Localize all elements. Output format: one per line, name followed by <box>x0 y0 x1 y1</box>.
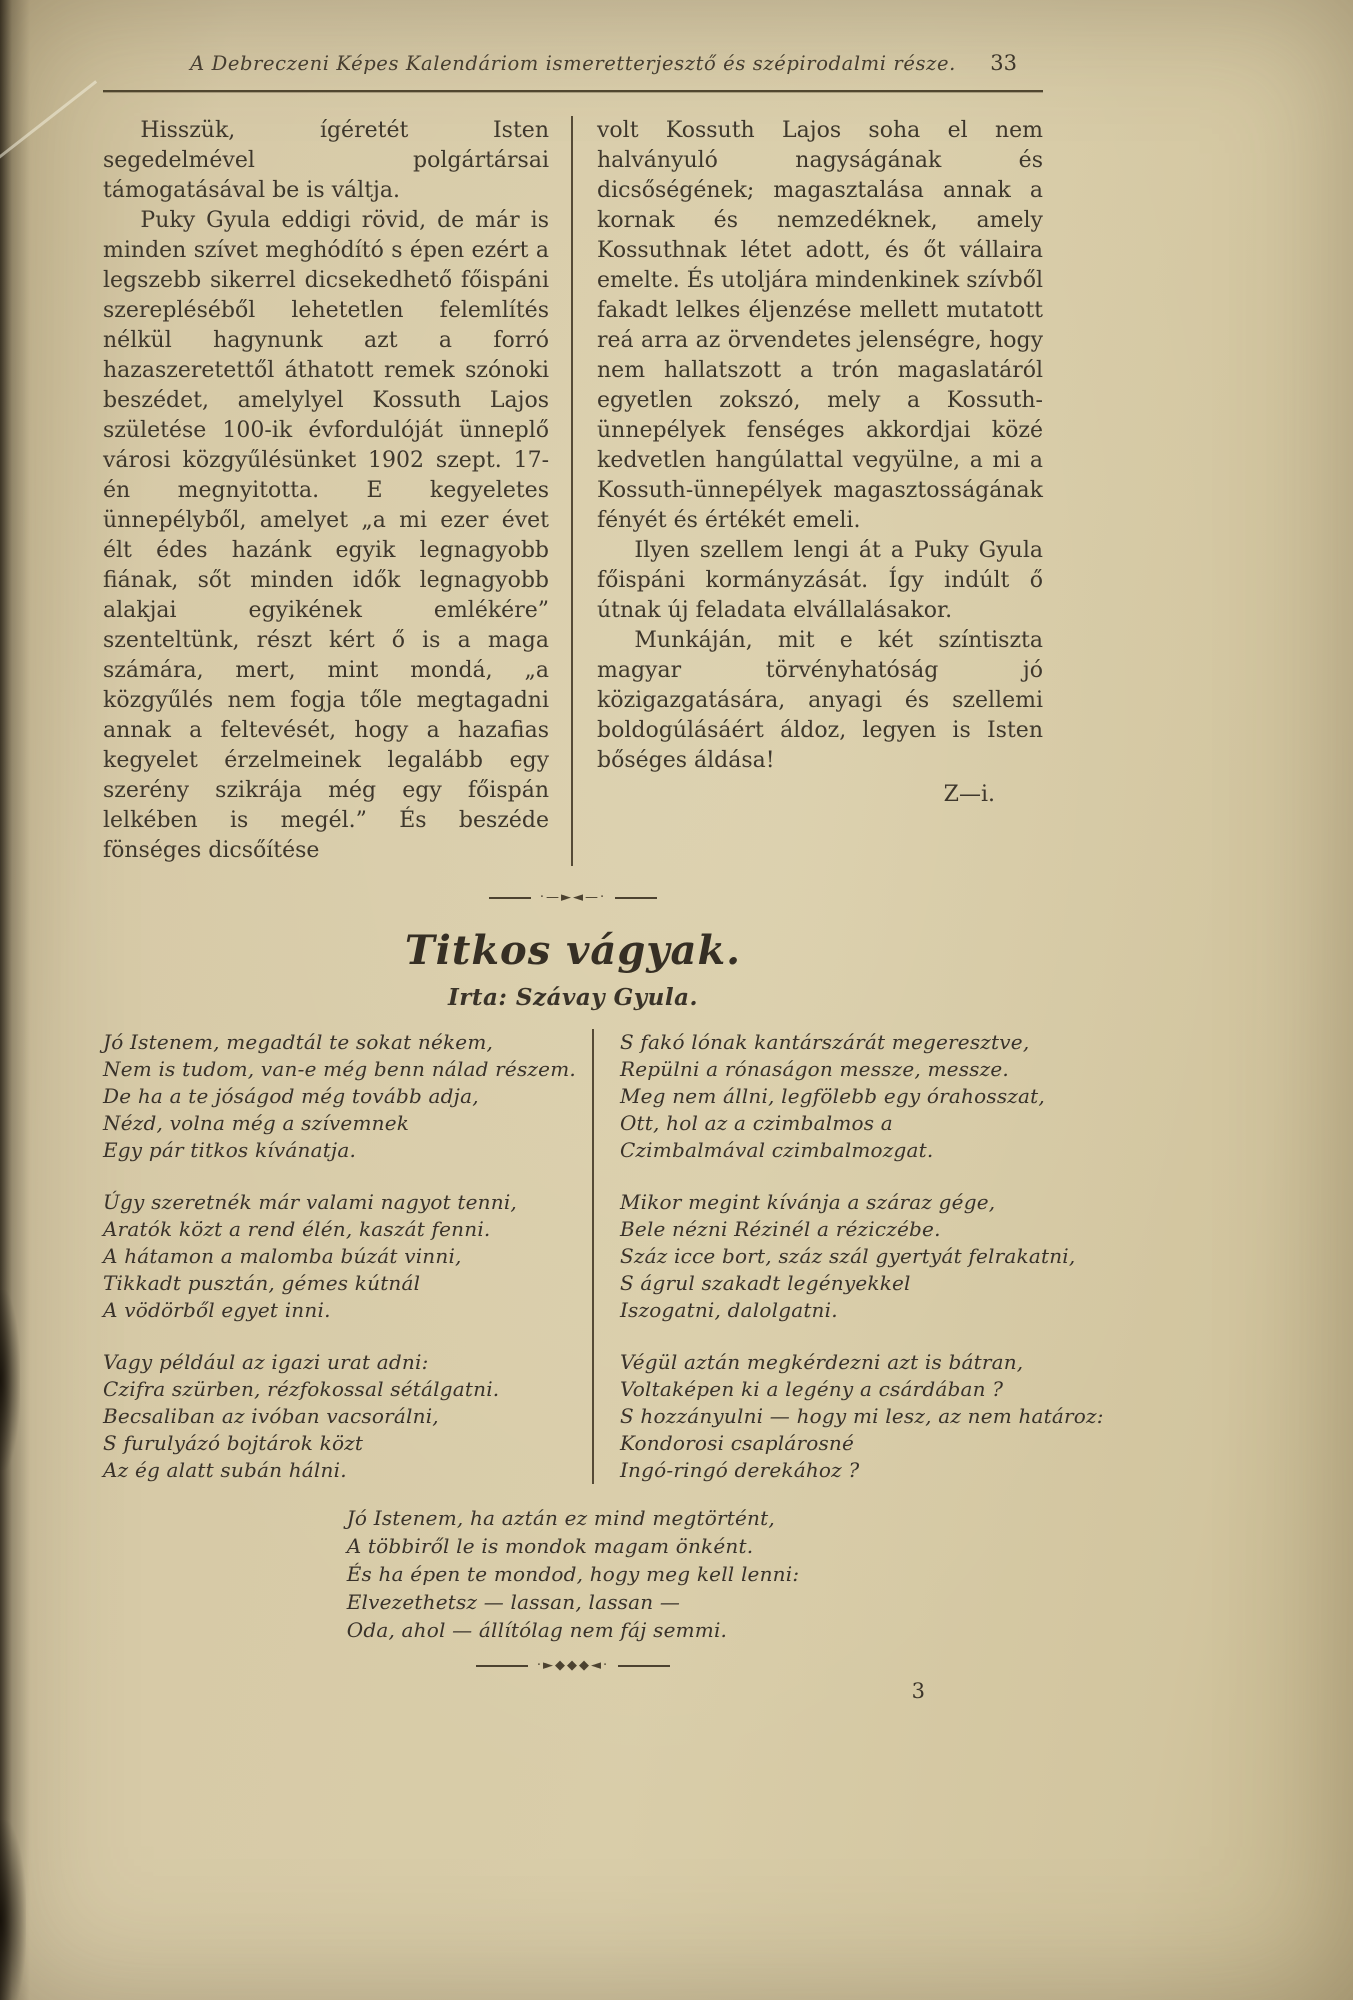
poem-line: Úgy szeretnék már valami nagyot tenni, <box>103 1190 517 1214</box>
diamond-arrow-icon: ·—►◄—· <box>539 890 607 905</box>
poem-title: Titkos vágyak. <box>404 927 742 974</box>
poem-line: Kondorosi csaplárosné <box>619 1431 855 1455</box>
stanza <box>103 1029 576 1164</box>
paragraph: Ilyen szellem lengi át a Puky Gyula főispáni kormányzását. Így indúlt ő útnak új feladata elvállalásakor. <box>597 538 1043 623</box>
poem-line: Jó Istenem, ha aztán ez mind megtörtént, <box>346 1506 775 1530</box>
poem-line: A vödörből egyet inni. <box>103 1298 331 1322</box>
poem-line: S hozzányulni — hogy mi lesz, az nem határoz: <box>619 1404 1104 1428</box>
stanza <box>620 1349 1104 1484</box>
article-signature: Z—i. <box>943 782 995 807</box>
paragraph: Hisszük, ígéretét Isten segedelmével polgártársai támogatásával be is váltja. <box>103 118 549 203</box>
poem-final-stanza <box>103 1504 1043 1644</box>
poem-line: Nézd, volna még a szívemnek <box>103 1111 410 1135</box>
stanza <box>620 1189 1104 1324</box>
poem-section <box>103 1029 1104 1484</box>
poem-line: És ha épen te mondod, hogy meg kell lenni: <box>346 1562 800 1586</box>
stanza <box>347 1504 800 1644</box>
divider-line <box>489 897 531 899</box>
stanza <box>103 1349 576 1484</box>
divider-line <box>615 897 657 899</box>
poem-line: Oda, ahol — állítólag nem fáj semmi. <box>346 1618 728 1642</box>
page-content <box>103 50 1104 1703</box>
article-left-column <box>103 116 571 866</box>
poem-left-column <box>103 1029 592 1484</box>
poem-line: S ágrul szakadt legényekkel <box>619 1271 911 1295</box>
article-section <box>103 116 1043 866</box>
divider-line <box>618 1665 670 1667</box>
stanza <box>103 1189 576 1324</box>
poem-byline: Irta: Szávay Gyula. <box>448 984 698 1011</box>
article-left-paragraphs <box>103 116 549 866</box>
poem-final-column <box>347 1504 800 1644</box>
article-right-column <box>571 116 1043 866</box>
poem-line: Repülni a rónaságon messze, messze. <box>619 1057 1009 1081</box>
paragraph: volt Kossuth Lajos soha el nem halványuló nagyságának és dicsőségének; magasztalása annak a kornak és nemzedéknek, amely Kossuthnak létet adott, és őt vállaira emelte. És utoljára mindenkinek szívből fakadt lelkes éljenzése mellett mutatott reá arra az örvendetes jelenségre, hogy nem hallatszott a trón magaslatáról egyetlen zokszó, mely a Kossuth-ünnepélyek fenséges akkordjai közé kedvetlen hangúlattal vegyülne, a mi a Kossuth-ünnepélyek magasztosságának fényét és értékét emeli. <box>597 118 1043 533</box>
poem-line: Iszogatni, dalolgatni. <box>619 1298 838 1322</box>
paragraph: Puky Gyula eddigi rövid, de már is minden szívet meghódító s épen ezért a legszebb sikerrel dicsekedhető főispáni szerepléséből lehetetlen felemlítés nélkül hagynunk azt a forró hazaszeretettől áthatott remek szónoki beszédet, amelylyel Kossuth Lajos születése 100-ik évfordulóját ünneplő városi közgyűlésünket 1902 szept. 17-én megnyitotta. E kegyeletes ünnepélyből, amelyet „a mi ezer évet élt édes hazánk egyik legnagyobb fiának, sőt minden idők legnagyobb alakjai egyikének emlékére” szenteltünk, részt kért ő is a maga számára, mert, mint mondá, „a közgyűlés nem fogja tőle megtagadni annak a feltevését, hogy a hazafias kegyelet érzelmeinek legalább egy szerény szikrája még egy főispán lelkében is megél.” És beszéde fönséges dicsőítése <box>103 208 549 863</box>
poem-line: Voltaképen ki a legény a csárdában ? <box>619 1377 1004 1401</box>
footer-divider-ornament <box>103 1658 1043 1673</box>
poem-line: Jó Istenem, megadtál te sokat nékem, <box>103 1030 494 1054</box>
page-header <box>103 50 1043 80</box>
page-number-top: 33 <box>990 51 1017 75</box>
poem-line: A többiről le is mondok magam önként. <box>346 1534 754 1558</box>
diamond-row-icon: ·►◆◆◆◄· <box>536 1658 610 1673</box>
paragraph: Munkáján, mit e két színtiszta magyar törvényhatóság jó közigazgatására, anyagi és szellemi boldogúlásáért áldoz, legyen is Isten bőséges áldása! <box>597 628 1043 773</box>
poem-line: Egy pár titkos kívánatja. <box>103 1138 357 1162</box>
poem-line: Elvezethetsz — lassan, lassan — <box>346 1590 681 1614</box>
poem-line: Bele nézni Rézinél a réziczébe. <box>619 1217 941 1241</box>
poem-line: Meg nem állni, legfölebb egy órahosszat, <box>619 1084 1045 1108</box>
poem-line: Becsaliban az ivóban vacsorálni, <box>103 1404 439 1428</box>
poem-line: S fakó lónak kantárszárát megeresztve, <box>619 1030 1030 1054</box>
poem-line: Czimbalmával czimbalmozgat. <box>619 1138 934 1162</box>
poem-right-column <box>592 1029 1104 1484</box>
poem-line: De ha a te jóságod még tovább adja, <box>103 1084 479 1108</box>
poem-line: Végül aztán megkérdezni azt is bátran, <box>619 1350 1024 1374</box>
poem-line: Tikkadt pusztán, gémes kútnál <box>103 1271 421 1295</box>
section-divider-ornament <box>103 890 1043 905</box>
poem-line: Vagy például az igazi urat adni: <box>103 1350 429 1374</box>
poem-line: A hátamon a malomba búzát vinni, <box>103 1244 462 1268</box>
poem-line: Nem is tudom, van-e még benn nálad részem. <box>103 1057 576 1081</box>
poem-line: S furulyázó bojtárok közt <box>103 1431 364 1455</box>
poem-line: Mikor megint kívánja a száraz gége, <box>619 1190 996 1214</box>
page-number-bottom: 3 <box>911 1679 925 1703</box>
header-rule <box>103 90 1043 92</box>
poem-line: Az ég alatt subán hálni. <box>103 1458 347 1482</box>
poem-line: Száz icce bort, száz szál gyertyát felrakatni, <box>619 1244 1076 1268</box>
poem-line: Ott, hol az a czimbalmos a <box>619 1111 893 1135</box>
article-right-paragraphs <box>597 116 1043 776</box>
poem-line: Czifra szürben, rézfokossal sétálgatni. <box>103 1377 500 1401</box>
page-edge-shadow <box>0 0 30 2000</box>
running-title: A Debreczeni Képes Kalendáriom ismeretterjesztő és szépirodalmi része. <box>190 52 956 75</box>
stanza <box>620 1029 1104 1164</box>
divider-line <box>476 1665 528 1667</box>
poem-line: Ingó-ringó derekához ? <box>619 1458 860 1482</box>
poem-line: Aratók közt a rend élén, kaszát fenni. <box>103 1217 491 1241</box>
